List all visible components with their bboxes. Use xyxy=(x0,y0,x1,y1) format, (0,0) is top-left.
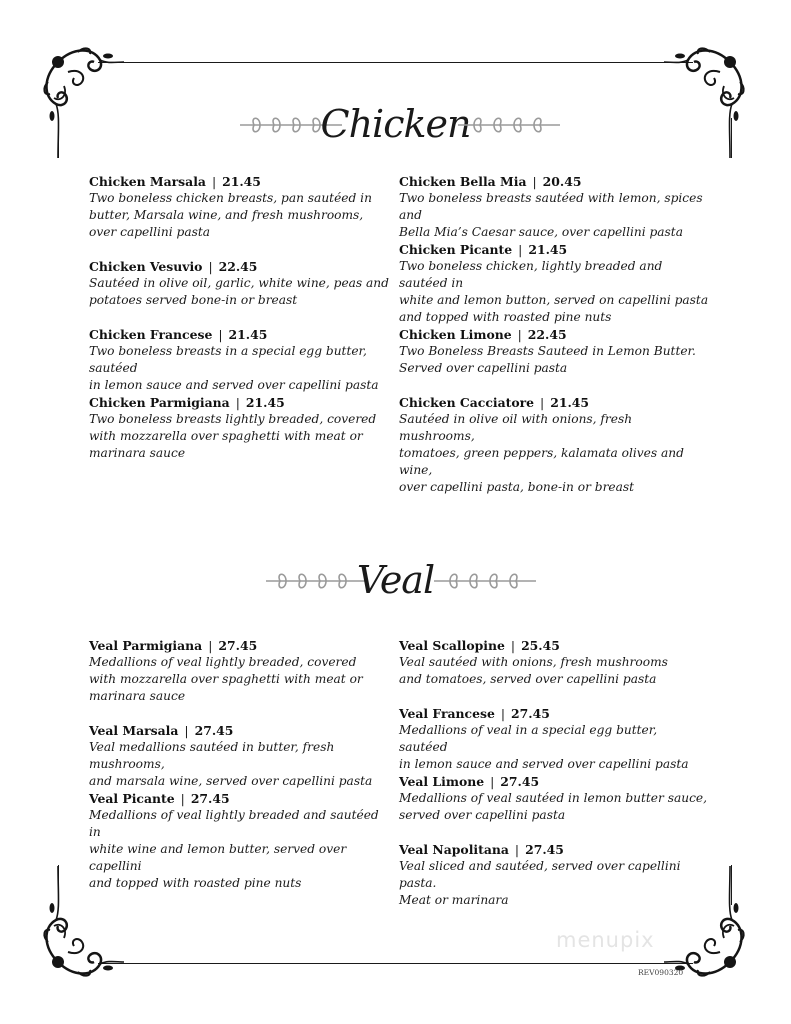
item-price: 21.45 xyxy=(550,395,590,410)
menu-item xyxy=(89,790,389,892)
item-description: Two Boneless Breasts Sauteed in Lemon Butter. Served over capellini pasta xyxy=(399,344,696,375)
item-name: Chicken Picante xyxy=(399,242,513,257)
item-separator: | xyxy=(510,638,516,653)
menu-item xyxy=(89,258,389,309)
item-separator: | xyxy=(490,774,495,789)
item-name: Chicken Cacciatore xyxy=(399,395,535,410)
laurel-branch-icon xyxy=(454,110,564,140)
item-separator: | xyxy=(184,723,189,738)
item-description: Medallions of veal sautéed in lemon butter sauce, served over capellini pasta xyxy=(399,791,707,822)
menu-item xyxy=(89,326,389,394)
item-name: Chicken Bella Mia xyxy=(399,174,527,189)
menu-item xyxy=(399,705,709,773)
item-description: Sautéed in olive oil, garlic, white wine, peas and potatoes served bone-in or breast xyxy=(89,276,389,307)
item-separator: | xyxy=(514,842,520,857)
item-price: 27.45 xyxy=(525,842,564,857)
item-price: 20.45 xyxy=(542,174,582,189)
item-separator: | xyxy=(540,395,545,410)
item-name: Veal Francese xyxy=(399,706,495,721)
item-name: Chicken Francese xyxy=(89,327,213,342)
item-description: Veal medallions sautéed in butter, fresh mushrooms, and marsala wine, served over capellini pasta xyxy=(89,740,373,788)
item-separator: | xyxy=(235,395,240,410)
item-separator: | xyxy=(218,327,223,342)
menu-item xyxy=(399,241,709,326)
item-separator: | xyxy=(500,706,506,721)
item-price: 22.45 xyxy=(527,327,567,342)
item-separator: | xyxy=(532,174,537,189)
section-title: Chicken xyxy=(320,102,471,146)
menu-item xyxy=(399,773,709,824)
item-price: 25.45 xyxy=(521,638,560,653)
item-separator: | xyxy=(517,327,522,342)
item-description: Sautéed in olive oil with onions, fresh mushrooms, tomatoes, green peppers, kalamata olives and wine, over capellini pasta, bone-in or breast xyxy=(399,412,684,494)
frame-top-rule xyxy=(98,62,693,63)
item-description: Medallions of veal in a special egg butter, sautéed in lemon sauce and served over capellini pasta xyxy=(399,723,689,771)
item-name: Chicken Parmigiana xyxy=(89,395,230,410)
menu-item xyxy=(399,326,709,377)
item-price: 27.45 xyxy=(190,791,230,806)
item-name: Chicken Limone xyxy=(399,327,512,342)
menu-item xyxy=(89,722,389,790)
item-name: Veal Scallopine xyxy=(399,638,505,653)
menu-item xyxy=(399,394,709,496)
item-name: Veal Picante xyxy=(89,791,175,806)
item-separator: | xyxy=(180,791,185,806)
menu-item xyxy=(89,173,389,241)
watermark: menupix xyxy=(556,928,655,952)
item-separator: | xyxy=(208,259,213,274)
item-description: Two boneless breasts lightly breaded, covered with mozzarella over spaghetti with meat or marinara sauce xyxy=(89,412,377,460)
item-price: 21.45 xyxy=(245,395,285,410)
laurel-branch-icon xyxy=(430,566,540,596)
item-name: Veal Parmigiana xyxy=(89,638,203,653)
item-price: 27.45 xyxy=(511,706,550,721)
item-price: 21.45 xyxy=(228,327,268,342)
item-name: Chicken Vesuvio xyxy=(89,259,203,274)
item-separator: | xyxy=(208,638,213,653)
item-price: 21.45 xyxy=(528,242,568,257)
item-price: 21.45 xyxy=(222,174,261,189)
item-description: Veal sautéed with onions, fresh mushrooms and tomatoes, served over capellini pasta xyxy=(399,655,668,686)
item-name: Veal Napolitana xyxy=(399,842,509,857)
menu-item xyxy=(89,637,389,705)
item-price: 22.45 xyxy=(218,259,258,274)
item-description: Two boneless chicken, lightly breaded and sautéed in white and lemon button, served on capellini pasta and topped with roasted pine nuts xyxy=(399,259,709,324)
section-title: Veal xyxy=(356,558,435,602)
menu-item xyxy=(399,637,709,688)
item-description: Medallions of veal lightly breaded and sautéed in white wine and lemon butter, served over capellini and topped with roasted pine nuts xyxy=(89,808,379,890)
item-description: Medallions of veal lightly breaded, covered with mozzarella over spaghetti with meat or marinara sauce xyxy=(89,655,363,703)
revision-code: REV090320 xyxy=(638,968,684,977)
item-price: 27.45 xyxy=(194,723,234,738)
item-description: Two boneless chicken breasts, pan sautéed in butter, Marsala wine, and fresh mushrooms, over capellini pasta xyxy=(89,191,372,239)
item-price: 27.45 xyxy=(218,638,258,653)
item-name: Veal Marsala xyxy=(89,723,179,738)
item-description: Two boneless breasts in a special egg butter, sautéed in lemon sauce and served over capellini pasta xyxy=(89,344,379,392)
chicken-section-heading xyxy=(0,98,791,158)
menu-item xyxy=(89,394,389,462)
item-description: Veal sliced and sautéed, served over capellini pasta. Meat or marinara xyxy=(399,859,681,907)
menu-item xyxy=(399,173,709,241)
item-price: 27.45 xyxy=(500,774,540,789)
menu-item xyxy=(399,841,709,909)
item-description: Two boneless breasts sautéed with lemon, spices and Bella Mia’s Caesar sauce, over capellini pasta xyxy=(399,191,703,239)
item-name: Chicken Marsala xyxy=(89,174,206,189)
veal-section-heading xyxy=(0,552,791,612)
item-separator: | xyxy=(518,242,523,257)
item-name: Veal Limone xyxy=(399,774,485,789)
frame-bottom-rule xyxy=(98,963,693,964)
item-separator: | xyxy=(211,174,217,189)
